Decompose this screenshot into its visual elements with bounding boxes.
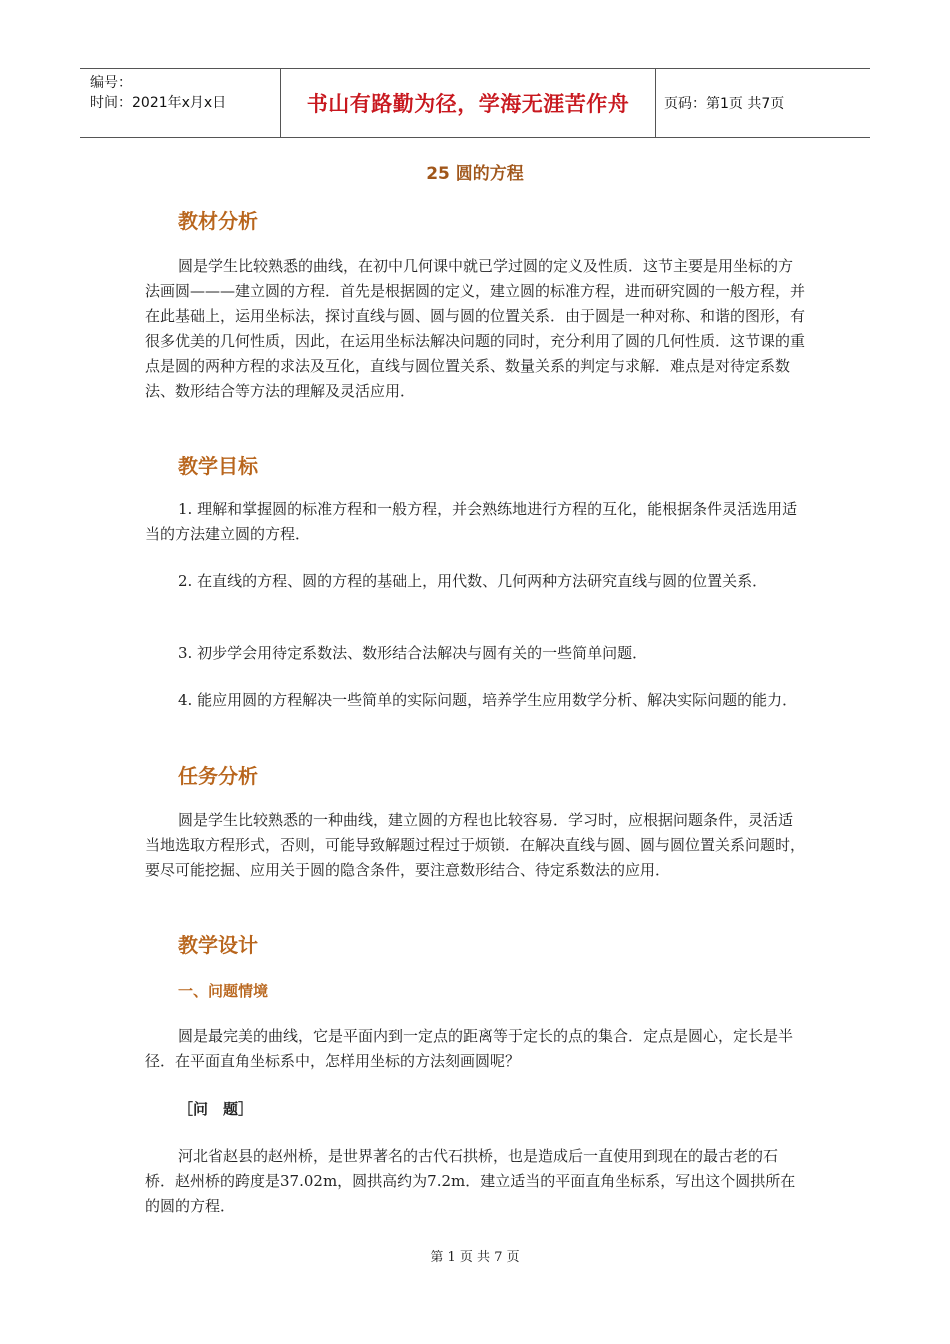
question-label: ［问 题］ (178, 1100, 254, 1118)
header-page-label: 页码：第1页 共7页 (664, 96, 785, 112)
number-label: 编号： (90, 75, 132, 91)
time-label: 时间：2021年x月x日 (90, 95, 227, 111)
heading-analysis: 教材分析 (178, 209, 258, 233)
header-motto: 书山有路勤为径，学海无涯苦作舟 (281, 69, 656, 137)
goal-item-1: 1. 理解和掌握圆的标准方程和一般方程，并会熟练地进行方程的互化，能根据条件灵活选用适当的方法建立圆的方程． (145, 500, 798, 543)
paragraph-task: 圆是学生比较熟悉的一种曲线，建立圆的方程也比较容易．学习时，应根据问题条件，灵活适当地选取方程形式，否则，可能导致解题过程过于烦锁．在解决直线与圆、圆与圆位置关系问题时，要尽可能挖掘、应用关于圆的隐含条件，要注意数形结合、待定系数法的应用． (145, 811, 806, 879)
heading-goals: 教学目标 (178, 454, 258, 478)
heading-design: 教学设计 (178, 933, 258, 957)
goal-item-2: 2. 在直线的方程、圆的方程的基础上，用代数、几何两种方法研究直线与圆的位置关系． (178, 572, 768, 590)
header-meta-cell (80, 69, 281, 137)
heading-task: 任务分析 (178, 764, 258, 788)
header-table (80, 68, 870, 138)
paragraph-analysis: 圆是学生比较熟悉的曲线，在初中几何课中就已学过圆的定义及性质．这节主要是用坐标的方法画圆———建立圆的方程．首先是根据圆的定义，建立圆的标准方程，进而研究圆的一般方程，并在此基础上，运用坐标法，探讨直线与圆、圆与圆的位置关系．由于圆是一种对称、和谐的图形，有很多优美的几何性质，因此，在运用坐标法解决问题的同时，充分利用了圆的几何性质．这节课的重点是圆的两种方程的求法及互化，直线与圆位置关系、数量关系的判定与求解．难点是对待定系数法、数形结合等方法的理解及灵活应用． (145, 257, 806, 400)
document-title: 25 圆的方程 (426, 164, 524, 184)
goal-item-4: 4. 能应用圆的方程解决一些简单的实际问题，培养学生应用数学分析、解决实际问题的能力． (178, 691, 798, 709)
paragraph-question: 河北省赵县的赵州桥，是世界著名的古代石拱桥，也是造成后一直使用到现在的最古老的石桥．赵州桥的跨度是37.02m，圆拱高约为7.2m．建立适当的平面直角坐标系，写出这个圆拱所在的圆的方程． (145, 1147, 796, 1215)
page-footer: 第 1 页 共 7 页 (430, 1250, 520, 1265)
subheading-problem-context: 一、问题情境 (178, 982, 269, 1000)
goal-item-3: 3. 初步学会用待定系数法、数形结合法解决与圆有关的一些简单问题． (178, 644, 648, 662)
paragraph-problem-context: 圆是最完美的曲线，它是平面内到一定点的距离等于定长的点的集合．定点是圆心，定长是半径．在平面直角坐标系中，怎样用坐标的方法刻画圆呢？ (145, 1027, 794, 1070)
